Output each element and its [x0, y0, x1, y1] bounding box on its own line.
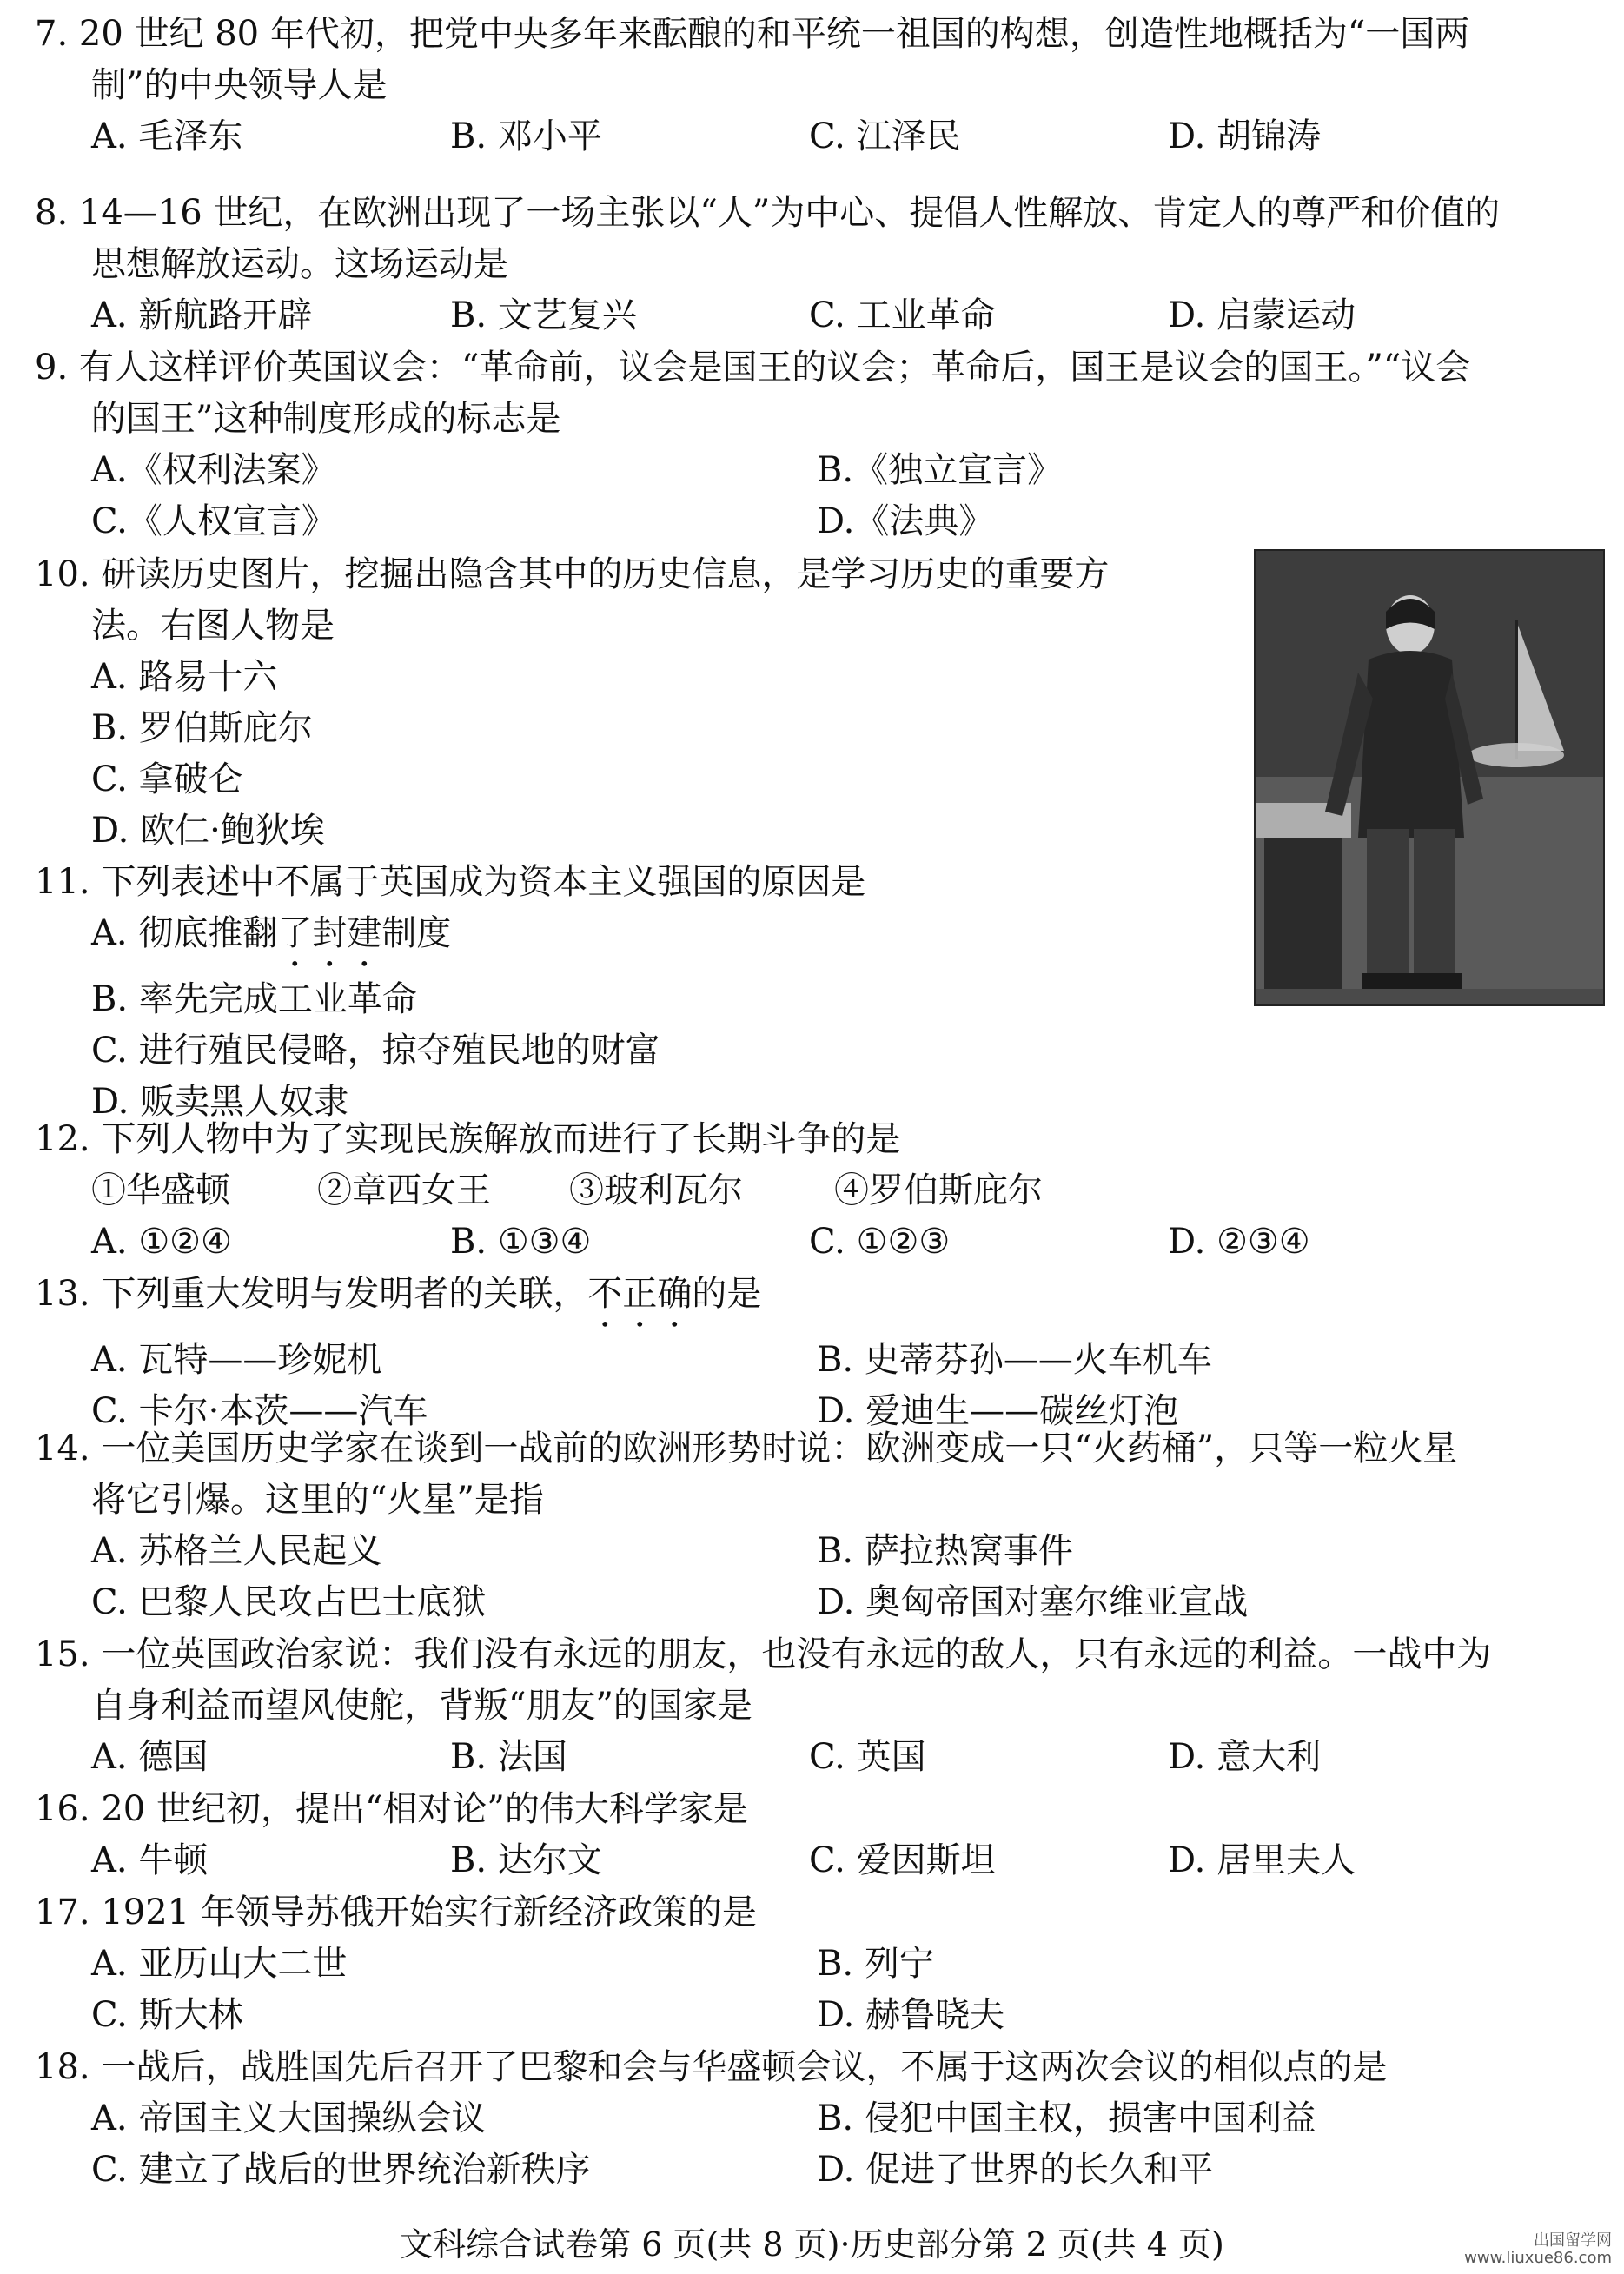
option-b: B. 侵犯中国主权，损害中国利益	[817, 2098, 1316, 2138]
question-10	[35, 549, 1234, 857]
watermark-line-1: 出国留学网	[1534, 2231, 1612, 2250]
option-d: D. 奥匈帝国对塞尔维亚宣战	[817, 1582, 1249, 1622]
option-a: A. 彻底推翻了封建制度	[91, 913, 452, 953]
question-stem-cont: 将它引爆。这里的“火星”是指	[91, 1480, 544, 1520]
emphasis-text: 了封建	[277, 913, 382, 953]
question-11	[35, 857, 1590, 1128]
choice-item-1: ①华盛顿	[91, 1170, 230, 1210]
option-c: C. ①②③	[809, 1222, 951, 1262]
option-b: B. 法国	[450, 1737, 567, 1777]
question-stem: 15. 一位英国政治家说：我们没有永远的朋友，也没有永远的敌人，只有永远的利益。一战中为	[35, 1634, 1492, 1674]
option-d: D. 启蒙运动	[1168, 295, 1356, 335]
option-b: B. 文艺复兴	[450, 295, 637, 335]
option-d: D. ②③④	[1168, 1222, 1310, 1262]
question-stem: 11. 下列表述中不属于英国成为资本主义强国的原因是	[35, 862, 866, 902]
question-stem: 7. 20 世纪 80 年代初，把党中央多年来酝酿的和平统一祖国的构想，创造性地概括为“一国两	[35, 14, 1470, 54]
option-c: C. 爱因斯坦	[809, 1840, 996, 1880]
option-c: C. 英国	[809, 1737, 926, 1777]
option-b: B. ①③④	[450, 1222, 592, 1262]
emphasis-text: 不正确	[587, 1274, 693, 1314]
option-d: D. 居里夫人	[1168, 1840, 1356, 1880]
option-c: C. 工业革命	[809, 295, 996, 335]
option-c: C. 斯大林	[91, 1995, 243, 2035]
question-17	[35, 1887, 1590, 2041]
question-stem: 14. 一位美国历史学家在谈到一战前的欧洲形势时说：欧洲变成一只“火药桶”，只等一粒火星	[35, 1429, 1458, 1468]
option-a: A. 新航路开辟	[91, 295, 313, 335]
question-stem: 8. 14—16 世纪，在欧洲出现了一场主张以“人”为中心、提倡人性解放、肯定人的尊严和价值的	[35, 193, 1501, 233]
option-d: D. 意大利	[1168, 1737, 1322, 1777]
question-13	[35, 1269, 1590, 1437]
option-b: B. 萨拉热窝事件	[817, 1531, 1073, 1571]
option-a: A. ①②④	[91, 1222, 232, 1262]
question-stem: 18. 一战后，战胜国先后召开了巴黎和会与华盛顿会议，不属于这两次会议的相似点的是	[35, 2047, 1388, 2087]
option-c: C. 建立了战后的世界统治新秩序	[91, 2150, 591, 2190]
option-b: B. 率先完成工业革命	[91, 979, 417, 1019]
option-a: A. 毛泽东	[91, 116, 243, 156]
option-c: C. 卡尔·本茨——汽车	[91, 1391, 428, 1431]
question-stem: 13. 下列重大发明与发明者的关联，不正确的是	[35, 1274, 762, 1314]
question-stem: 17. 1921 年领导苏俄开始实行新经济政策的是	[35, 1893, 757, 1933]
option-a: A. 亚历山大二世	[91, 1944, 348, 1984]
option-b: B. 列宁	[817, 1944, 934, 1984]
question-15	[35, 1629, 1590, 1783]
option-a: A. 牛顿	[91, 1840, 209, 1880]
option-a: A.《权利法案》	[91, 450, 336, 490]
option-c: C.《人权宣言》	[91, 501, 336, 541]
question-14	[35, 1423, 1590, 1628]
choice-item-2: ②章西女王	[317, 1170, 491, 1210]
option-c: C. 巴黎人民攻占巴士底狱	[91, 1582, 487, 1622]
option-a: A. 苏格兰人民起义	[91, 1531, 382, 1571]
question-stem-cont: 法。右图人物是	[91, 606, 335, 646]
option-c: C. 拿破仑	[91, 759, 243, 799]
question-9	[35, 342, 1590, 547]
option-d: D. 胡锦涛	[1168, 116, 1322, 156]
option-b: B. 邓小平	[450, 116, 602, 156]
option-c: C. 进行殖民侵略，掠夺殖民地的财富	[91, 1031, 660, 1071]
question-stem: 16. 20 世纪初，提出“相对论”的伟大科学家是	[35, 1789, 748, 1829]
choice-item-4: ④罗伯斯庇尔	[834, 1170, 1043, 1210]
question-stem: 9. 有人这样评价英国议会：“革命前，议会是国王的议会；革命后，国王是议会的国王。”“议会	[35, 348, 1471, 388]
option-b: B. 达尔文	[450, 1840, 602, 1880]
question-stem-cont: 的国王”这种制度形成的标志是	[91, 399, 561, 439]
question-stem-cont: 制”的中央领导人是	[91, 65, 388, 105]
watermark-line-2: www.liuxue86.com	[1464, 2249, 1612, 2267]
option-a: A. 路易十六	[91, 657, 278, 697]
option-b: B.《独立宣言》	[817, 450, 1063, 490]
question-7	[35, 9, 1590, 162]
question-16	[35, 1784, 1590, 1886]
option-d: D. 欧仁·鲍狄埃	[91, 811, 325, 851]
question-stem: 12. 下列人物中为了实现民族解放而进行了长期斗争的是	[35, 1119, 901, 1159]
option-c: C. 江泽民	[809, 116, 961, 156]
option-b: B. 罗伯斯庇尔	[91, 708, 313, 748]
option-a: A. 瓦特——珍妮机	[91, 1340, 382, 1380]
watermark	[1464, 2232, 1612, 2267]
question-8	[35, 188, 1590, 341]
option-a: A. 帝国主义大国操纵会议	[91, 2098, 487, 2138]
choice-item-3: ③玻利瓦尔	[569, 1170, 743, 1210]
question-stem: 10. 研读历史图片，挖掘出隐含其中的历史信息，是学习历史的重要方	[35, 554, 1110, 594]
option-d: D. 促进了世界的长久和平	[817, 2150, 1214, 2190]
option-d: D. 赫鲁晓夫	[817, 1995, 1005, 2035]
question-12	[35, 1114, 1590, 1268]
option-d: D. 贩卖黑人奴隶	[91, 1082, 349, 1122]
question-stem-cont: 思想解放运动。这场运动是	[91, 244, 508, 284]
option-d: D. 爱迪生——碳丝灯泡	[817, 1391, 1179, 1431]
option-b: B. 史蒂芬孙——火车机车	[817, 1340, 1212, 1380]
question-stem-cont: 自身利益而望风使舵，背叛“朋友”的国家是	[91, 1686, 752, 1726]
page-footer: 文科综合试卷第 6 页(共 8 页)·历史部分第 2 页(共 4 页)	[400, 2225, 1224, 2264]
option-a: A. 德国	[91, 1737, 209, 1777]
option-d: D.《法典》	[817, 501, 994, 541]
question-18	[35, 2042, 1590, 2196]
